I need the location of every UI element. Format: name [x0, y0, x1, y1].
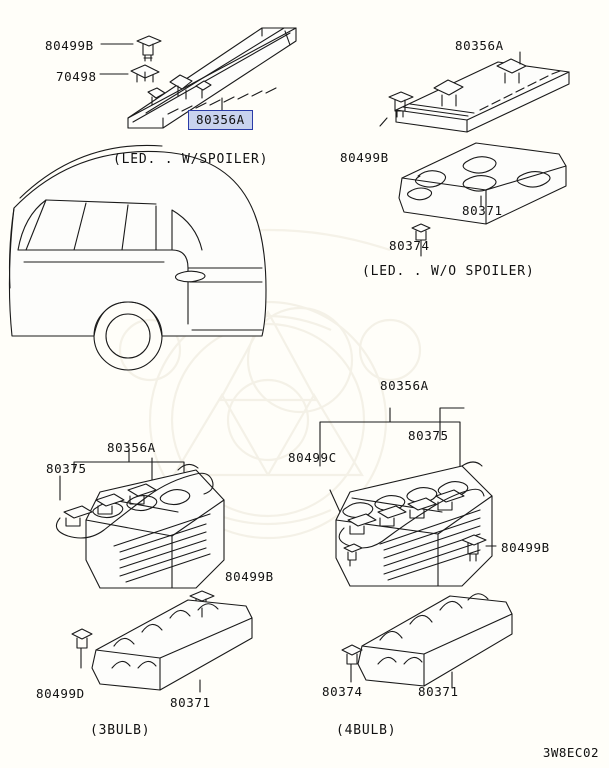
label-80375-bottom-left: 80375 [46, 461, 87, 476]
caption-led-with-spoiler: (LED. . W/SPOILER) [113, 152, 269, 167]
label-80356a-highlight[interactable]: 80356A [188, 110, 253, 130]
label-80499b-top-right: 80499B [340, 150, 389, 165]
vehicle-illustration [9, 145, 269, 370]
label-80371-bottom-left: 80371 [170, 695, 211, 710]
label-80499b-bottom-left: 80499B [225, 569, 274, 584]
part-led-no-spoiler [380, 52, 569, 256]
label-80356a-top-right: 80356A [455, 38, 504, 53]
label-80499c: 80499C [288, 450, 337, 465]
label-80499b-bottom-right: 80499B [501, 540, 550, 555]
label-80499d: 80499D [36, 686, 85, 701]
label-80371-bottom-right: 80371 [418, 684, 459, 699]
label-80374-top-right: 80374 [389, 238, 430, 253]
part-4bulb-assembly [320, 408, 512, 688]
caption-4bulb: (4BULB) [336, 723, 397, 738]
label-80375-bottom-right: 80375 [408, 428, 449, 443]
label-70498: 70498 [56, 69, 97, 84]
caption-led-without-spoiler: (LED. . W/O SPOILER) [362, 264, 535, 279]
caption-3bulb: (3BULB) [90, 723, 151, 738]
label-80356a-bottom-right: 80356A [380, 378, 429, 393]
label-80356a-bottom-left: 80356A [107, 440, 156, 455]
label-80499b-top-left: 80499B [45, 38, 94, 53]
drawing-code: 3W8EC02 [542, 745, 599, 760]
label-80374-bottom-right: 80374 [322, 684, 363, 699]
label-80371-top-right: 80371 [462, 203, 503, 218]
part-3bulb-assembly [56, 448, 252, 692]
